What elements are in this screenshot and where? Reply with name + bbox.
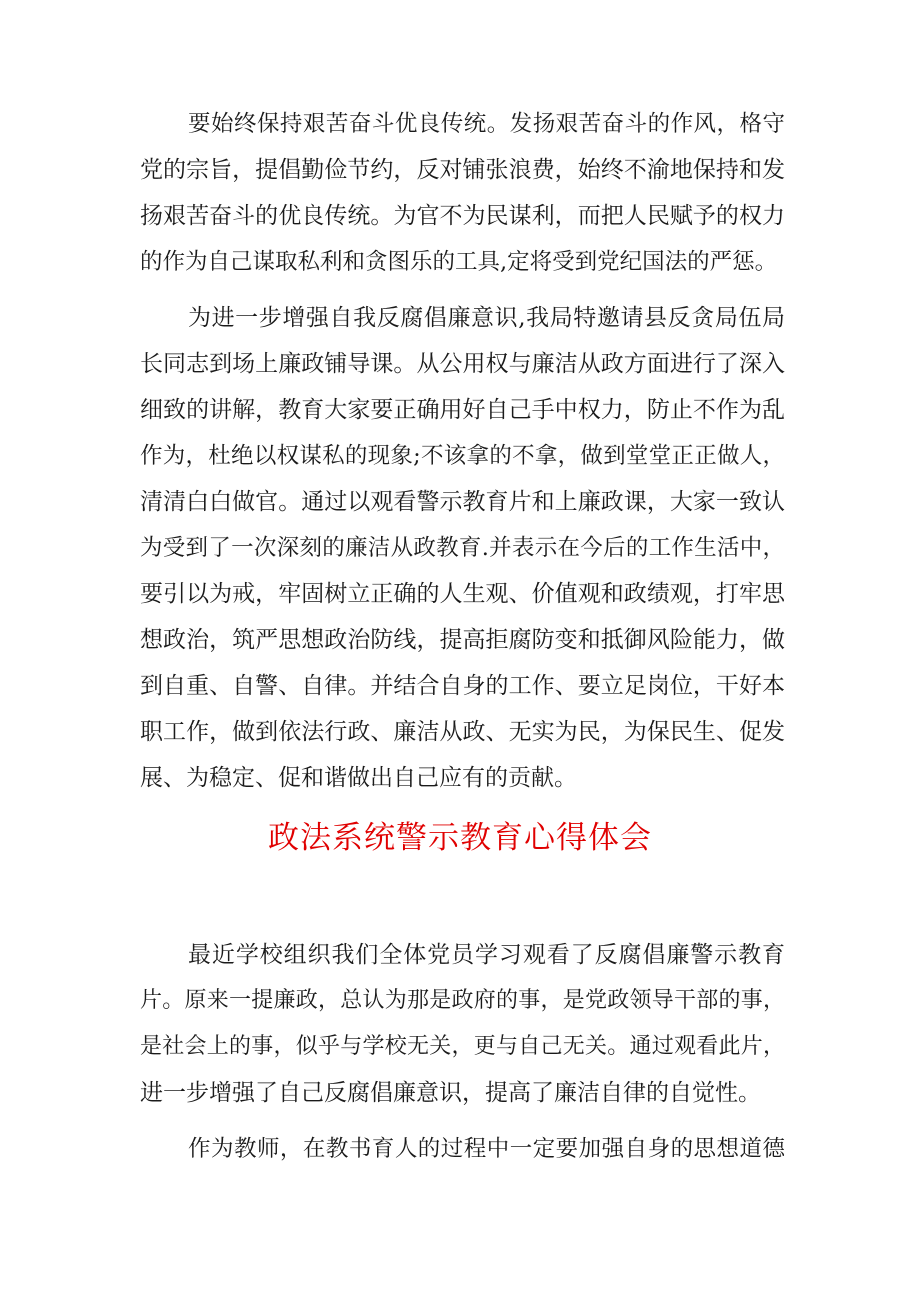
paragraph-line: 展、为稳定、促和谐做出自己应有的贡献。 [140, 765, 577, 791]
paragraph-1 [140, 101, 785, 285]
paragraph-line: 为进一步增强自我反腐倡廉意识,我局特邀请县反贪局伍局 [188, 305, 785, 331]
paragraph-line: 到自重、自警、自律。并结合自身的工作、要立足岗位，干好本 [140, 673, 785, 699]
paragraph-line: 作为教师，在教书育人的过程中一定要加强自身的思想道德 [188, 1136, 785, 1162]
paragraph-line: 要始终保持艰苦奋斗优良传统。发扬艰苦奋斗的作风，格守 [188, 111, 785, 137]
paragraph-line: 长同志到场上廉政铺导课。从公用权与廉洁从政方面进行了深入 [140, 351, 785, 377]
paragraph-line: 最近学校组织我们全体党员学习观看了反腐倡廉警示教育 [188, 942, 785, 968]
paragraph-line: 的作为自己谋取私利和贪图乐的工具,定将受到党纪国法的严惩。 [140, 249, 778, 275]
paragraph-line: 要引以为戒，牢固树立正确的人生观、价值观和政绩观，打牢思 [140, 581, 785, 607]
paragraph-line: 党的宗旨，提倡勤俭节约，反对铺张浪费，始终不渝地保持和发 [140, 157, 785, 183]
paragraph-line: 作为，杜绝以权谋私的现象;不该拿的不拿，做到堂堂正正做人， [140, 443, 785, 469]
paragraph-2 [140, 295, 785, 801]
paragraph-line: 片。原来一提廉政，总认为那是政府的事，是党政领导干部的事， [140, 988, 785, 1013]
paragraph-line: 细致的讲解，教育大家要正确用好自己手中权力，防止不作为乱 [140, 397, 785, 423]
paragraph-line: 为受到了一次深刻的廉洁从政教育.并表示在今后的工作生活中， [140, 535, 785, 561]
paragraph-line: 职工作，做到依法行政、廉洁从政、无实为民，为保民生、促发 [140, 719, 785, 745]
document-title: 政法系统警示教育心得体会 [268, 820, 652, 856]
paragraph-4 [140, 1126, 785, 1172]
paragraph-3 [140, 932, 785, 1116]
paragraph-line: 想政治，筑严思想政治防线，提高拒腐防变和抵御风险能力，做 [140, 627, 785, 653]
paragraph-line: 进一步增强了自己反腐倡廉意识，提高了廉洁自律的自觉性。 [140, 1080, 761, 1106]
paragraph-line: 扬艰苦奋斗的优良传统。为官不为民谋利，而把人民赋予的权力 [140, 203, 785, 229]
paragraph-line: 清清白白做官。通过以观看警示教育片和上廉政课，大家一致认 [140, 489, 785, 515]
paragraph-line: 是社会上的事，似乎与学校无关，更与自己无关。通过观看此片， [140, 1034, 785, 1059]
